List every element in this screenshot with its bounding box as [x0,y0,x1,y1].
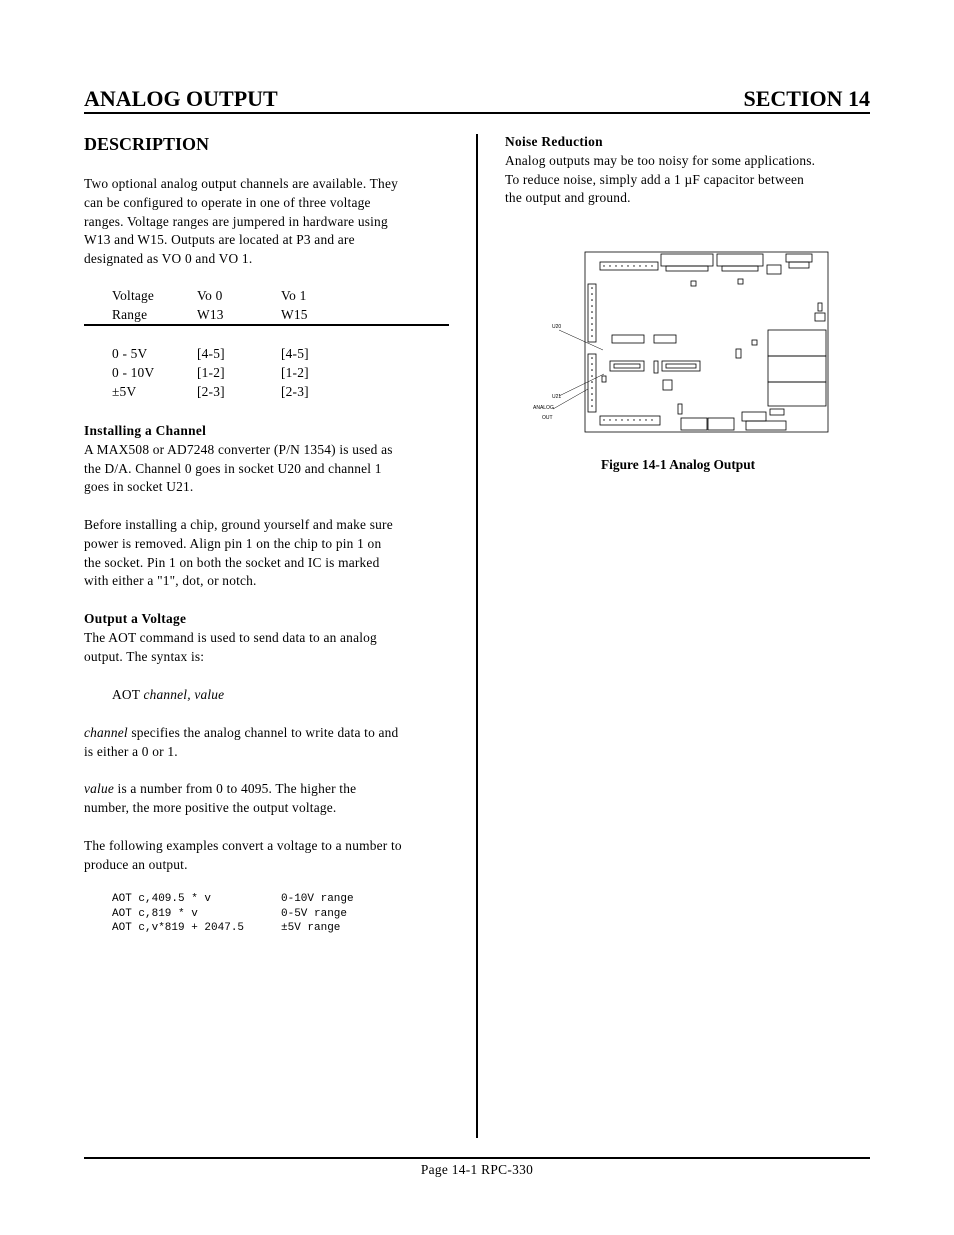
text-line: Before installing a chip, ground yourself and make sure [84,517,393,532]
term-value: value [84,781,114,796]
table-cell: [4-5] [281,346,309,361]
text-line: is either a 0 or 1. [84,743,178,759]
code-expression: AOT c,v*819 + 2047.5 [112,922,245,934]
term-channel: channel [84,725,128,740]
output-section [84,610,456,666]
code-row [112,921,354,936]
table-cell: ±5V [112,383,137,399]
table-cell: [2-3] [197,383,225,399]
text-line: number, the more positive the output voltage. [84,799,337,815]
table-cell: [1-2] [197,364,225,380]
col-header: Voltage [112,288,155,303]
table-row [112,365,365,384]
col-header: Range [112,306,148,322]
text-line: specifies the analog channel to write data to and [127,725,399,740]
code-comment: 0-10V range [281,893,354,905]
section-number: SECTION 14 [743,86,870,111]
table-rule [84,324,449,326]
channel-paragraph [84,724,456,762]
value-paragraph [84,780,456,818]
syntax-command: AOT [112,687,144,702]
text-line: the socket. Pin 1 on both the socket and IC is marked [84,554,380,570]
column-divider [476,134,478,1138]
text-line: ranges. Voltage ranges are jumpered in hardware using [84,213,388,229]
noise-heading: Noise Reduction [505,134,603,149]
code-examples [112,892,354,936]
text-line: power is removed. Align pin 1 on the chip to pin 1 on [84,535,382,551]
footer-rule [84,1157,870,1159]
text-line: Analog outputs may be too noisy for some applications. [505,152,816,168]
u20-label: U20 [552,324,562,330]
code-row [112,892,354,907]
code-expression: AOT c,409.5 * v [112,893,212,905]
table-row [112,384,365,403]
text-line: the output and ground. [505,190,631,206]
col-header: Vo 0 [197,288,223,303]
text-line: To reduce noise, simply add a 1 µF capacitor between [505,171,805,187]
table-cell: 0 - 5V [112,346,148,361]
installing-heading: Installing a Channel [84,423,207,438]
col-header: W15 [281,306,308,322]
installing-paragraph-2 [84,516,456,591]
syntax-line [112,686,224,705]
voltage-table-header [112,288,365,326]
code-expression: AOT c,819 * v [112,907,198,920]
text-line: the D/A. Channel 0 goes in socket U20 and channel 1 [84,460,382,476]
board-diagram [528,246,834,436]
col-header: Vo 1 [281,288,307,303]
page-title: ANALOG OUTPUT [84,86,278,111]
table-row [112,346,365,365]
text-line: with either a "1", dot, or notch. [84,573,257,589]
out-label: OUT [542,415,553,421]
col-header: W13 [197,306,224,322]
text-line: Two optional analog output channels are available. They [84,176,398,191]
board-outline [585,252,828,432]
noise-section [505,133,867,208]
text-line: can be configured to operate in one of three voltage [84,194,371,210]
code-row [112,907,354,922]
table-cell: 0 - 10V [112,364,155,380]
table-cell: [1-2] [281,364,309,380]
table-cell: [2-3] [281,383,309,399]
text-line: goes in socket U21. [84,479,194,495]
output-heading: Output a Voltage [84,611,187,626]
page-footer: Page 14-1 RPC-330 [420,1162,534,1177]
text-line: designated as VO 0 and VO 1. [84,251,253,267]
header-rule [84,112,870,114]
u21-label: U21 [552,394,562,400]
code-comment: ±5V range [281,922,341,934]
text-line: The AOT command is used to send data to an analog [84,629,377,645]
text-line: produce an output. [84,856,188,872]
figure-caption: Figure 14-1 Analog Output [601,457,756,472]
text-line: output. The syntax is: [84,648,205,664]
table-cell: [4-5] [197,346,225,361]
text-line: A MAX508 or AD7248 converter (P/N 1354) is used as [84,441,393,457]
syntax-args: channel, value [143,687,225,702]
code-comment: 0-5V range [281,907,348,920]
callout-line-u20 [559,330,603,350]
examples-paragraph [84,837,456,875]
installing-section [84,422,456,497]
text-line: is a number from 0 to 4095. The higher the [114,781,357,796]
text-line: W13 and W15. Outputs are located at P3 and are [84,232,355,248]
analog-label: ANALOG [533,405,554,411]
description-paragraph [84,175,456,269]
description-heading: DESCRIPTION [84,134,210,154]
voltage-table [112,346,365,402]
text-line: The following examples convert a voltage to a number to [84,838,402,853]
